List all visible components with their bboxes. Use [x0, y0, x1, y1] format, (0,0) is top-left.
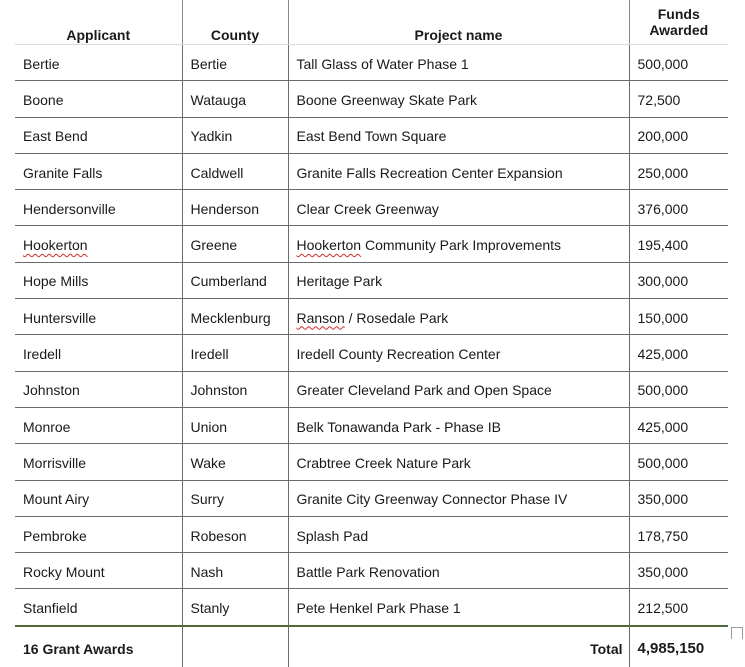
applicant-cell: Stanfield	[15, 589, 182, 626]
applicant-cell: Mount Airy	[15, 480, 182, 516]
county-cell: Yadkin	[182, 117, 288, 153]
project-name-cell: Heritage Park	[288, 262, 629, 298]
applicant-cell: Rocky Mount	[15, 553, 182, 589]
county-cell: Robeson	[182, 516, 288, 552]
total-value: 4,985,150	[637, 640, 705, 658]
spellcheck-flagged-word: Hookerton	[23, 237, 88, 254]
applicant-cell: Morrisville	[15, 444, 182, 480]
table-row	[15, 299, 728, 335]
applicant-cell: Johnston	[15, 371, 182, 407]
project-name-cell: Greater Cleveland Park and Open Space	[288, 371, 629, 407]
county-cell: Stanly	[182, 589, 288, 626]
applicant-cell: Granite Falls	[15, 153, 182, 189]
applicant-cell: Huntersville	[15, 299, 182, 335]
table-row	[15, 153, 728, 189]
header-funds-line1: Funds	[657, 6, 700, 22]
county-cell: Nash	[182, 553, 288, 589]
county-cell: Johnston	[182, 371, 288, 407]
table-row	[15, 335, 728, 371]
table-row	[15, 45, 728, 81]
total-label: Total	[288, 626, 629, 667]
awards-count: 16 Grant Awards	[15, 626, 182, 667]
totals-empty-cell	[182, 626, 288, 667]
applicant-cell: Monroe	[15, 407, 182, 443]
project-name-cell: Boone Greenway Skate Park	[288, 81, 629, 117]
county-cell: Mecklenburg	[182, 299, 288, 335]
funds-awarded-cell: 195,400	[629, 226, 728, 262]
funds-awarded-cell: 72,500	[629, 81, 728, 117]
spellcheck-flagged-word: Hookerton	[296, 237, 362, 254]
project-name-cell: Iredell County Recreation Center	[288, 335, 629, 371]
project-name-cell: Belk Tonawanda Park - Phase IB	[288, 407, 629, 443]
project-name-cell: Battle Park Renovation	[288, 553, 629, 589]
county-cell: Caldwell	[182, 153, 288, 189]
header-applicant: Applicant	[15, 0, 182, 45]
funds-awarded-cell: 350,000	[629, 553, 728, 589]
funds-awarded-cell: 500,000	[629, 45, 728, 81]
table-row	[15, 553, 728, 589]
project-name-cell: Tall Glass of Water Phase 1	[288, 45, 629, 81]
county-cell: Greene	[182, 226, 288, 262]
spellcheck-flagged-word: Ranson	[296, 309, 345, 326]
table-row	[15, 190, 728, 226]
county-cell: Bertie	[182, 45, 288, 81]
county-cell: Wake	[182, 444, 288, 480]
county-cell: Watauga	[182, 81, 288, 117]
applicant-cell: Boone	[15, 81, 182, 117]
header-project-name: Project name	[288, 0, 629, 45]
applicant-cell: Hendersonville	[15, 190, 182, 226]
document-page	[15, 0, 728, 658]
table-row	[15, 589, 728, 626]
county-cell: Iredell	[182, 335, 288, 371]
table-row	[15, 262, 728, 298]
applicant-cell: East Bend	[15, 117, 182, 153]
funds-awarded-cell: 350,000	[629, 480, 728, 516]
county-cell: Cumberland	[182, 262, 288, 298]
table-row	[15, 226, 728, 262]
funds-awarded-cell: 425,000	[629, 407, 728, 443]
funds-awarded-cell: 212,500	[629, 589, 728, 626]
funds-awarded-cell: 150,000	[629, 299, 728, 335]
funds-awarded-cell: 425,000	[629, 335, 728, 371]
funds-awarded-cell: 178,750	[629, 516, 728, 552]
funds-awarded-cell: 200,000	[629, 117, 728, 153]
project-name-cell: Granite Falls Recreation Center Expansion	[288, 153, 629, 189]
project-name-cell: Hookerton Community Park Improvements	[288, 226, 629, 262]
project-name-cell: Clear Creek Greenway	[288, 190, 629, 226]
project-name-cell: Granite City Greenway Connector Phase IV	[288, 480, 629, 516]
header-funds-awarded	[629, 0, 728, 45]
header-row	[15, 0, 728, 45]
totals-row	[15, 626, 728, 667]
table-row	[15, 371, 728, 407]
applicant-cell: Pembroke	[15, 516, 182, 552]
table-body	[15, 45, 728, 626]
applicant-cell: Bertie	[15, 45, 182, 81]
funds-awarded-cell: 250,000	[629, 153, 728, 189]
project-name-cell: Crabtree Creek Nature Park	[288, 444, 629, 480]
applicant-cell	[15, 226, 182, 262]
header-funds-line2: Awarded	[649, 22, 709, 38]
table-row	[15, 81, 728, 117]
county-cell: Surry	[182, 480, 288, 516]
county-cell: Henderson	[182, 190, 288, 226]
table-row	[15, 516, 728, 552]
header-county: County	[182, 0, 288, 45]
project-name-cell: East Bend Town Square	[288, 117, 629, 153]
project-name-cell: Ranson / Rosedale Park	[288, 299, 629, 335]
project-name-cell: Splash Pad	[288, 516, 629, 552]
table-row	[15, 444, 728, 480]
grant-awards-table	[15, 0, 728, 667]
table-row	[15, 407, 728, 443]
project-name-cell: Pete Henkel Park Phase 1	[288, 589, 629, 626]
funds-awarded-cell: 500,000	[629, 444, 728, 480]
funds-awarded-cell: 500,000	[629, 371, 728, 407]
applicant-cell: Iredell	[15, 335, 182, 371]
table-resize-handle[interactable]	[731, 627, 743, 639]
applicant-cell: Hope Mills	[15, 262, 182, 298]
county-cell: Union	[182, 407, 288, 443]
funds-awarded-cell: 376,000	[629, 190, 728, 226]
table-row	[15, 117, 728, 153]
funds-awarded-cell: 300,000	[629, 262, 728, 298]
table-row	[15, 480, 728, 516]
